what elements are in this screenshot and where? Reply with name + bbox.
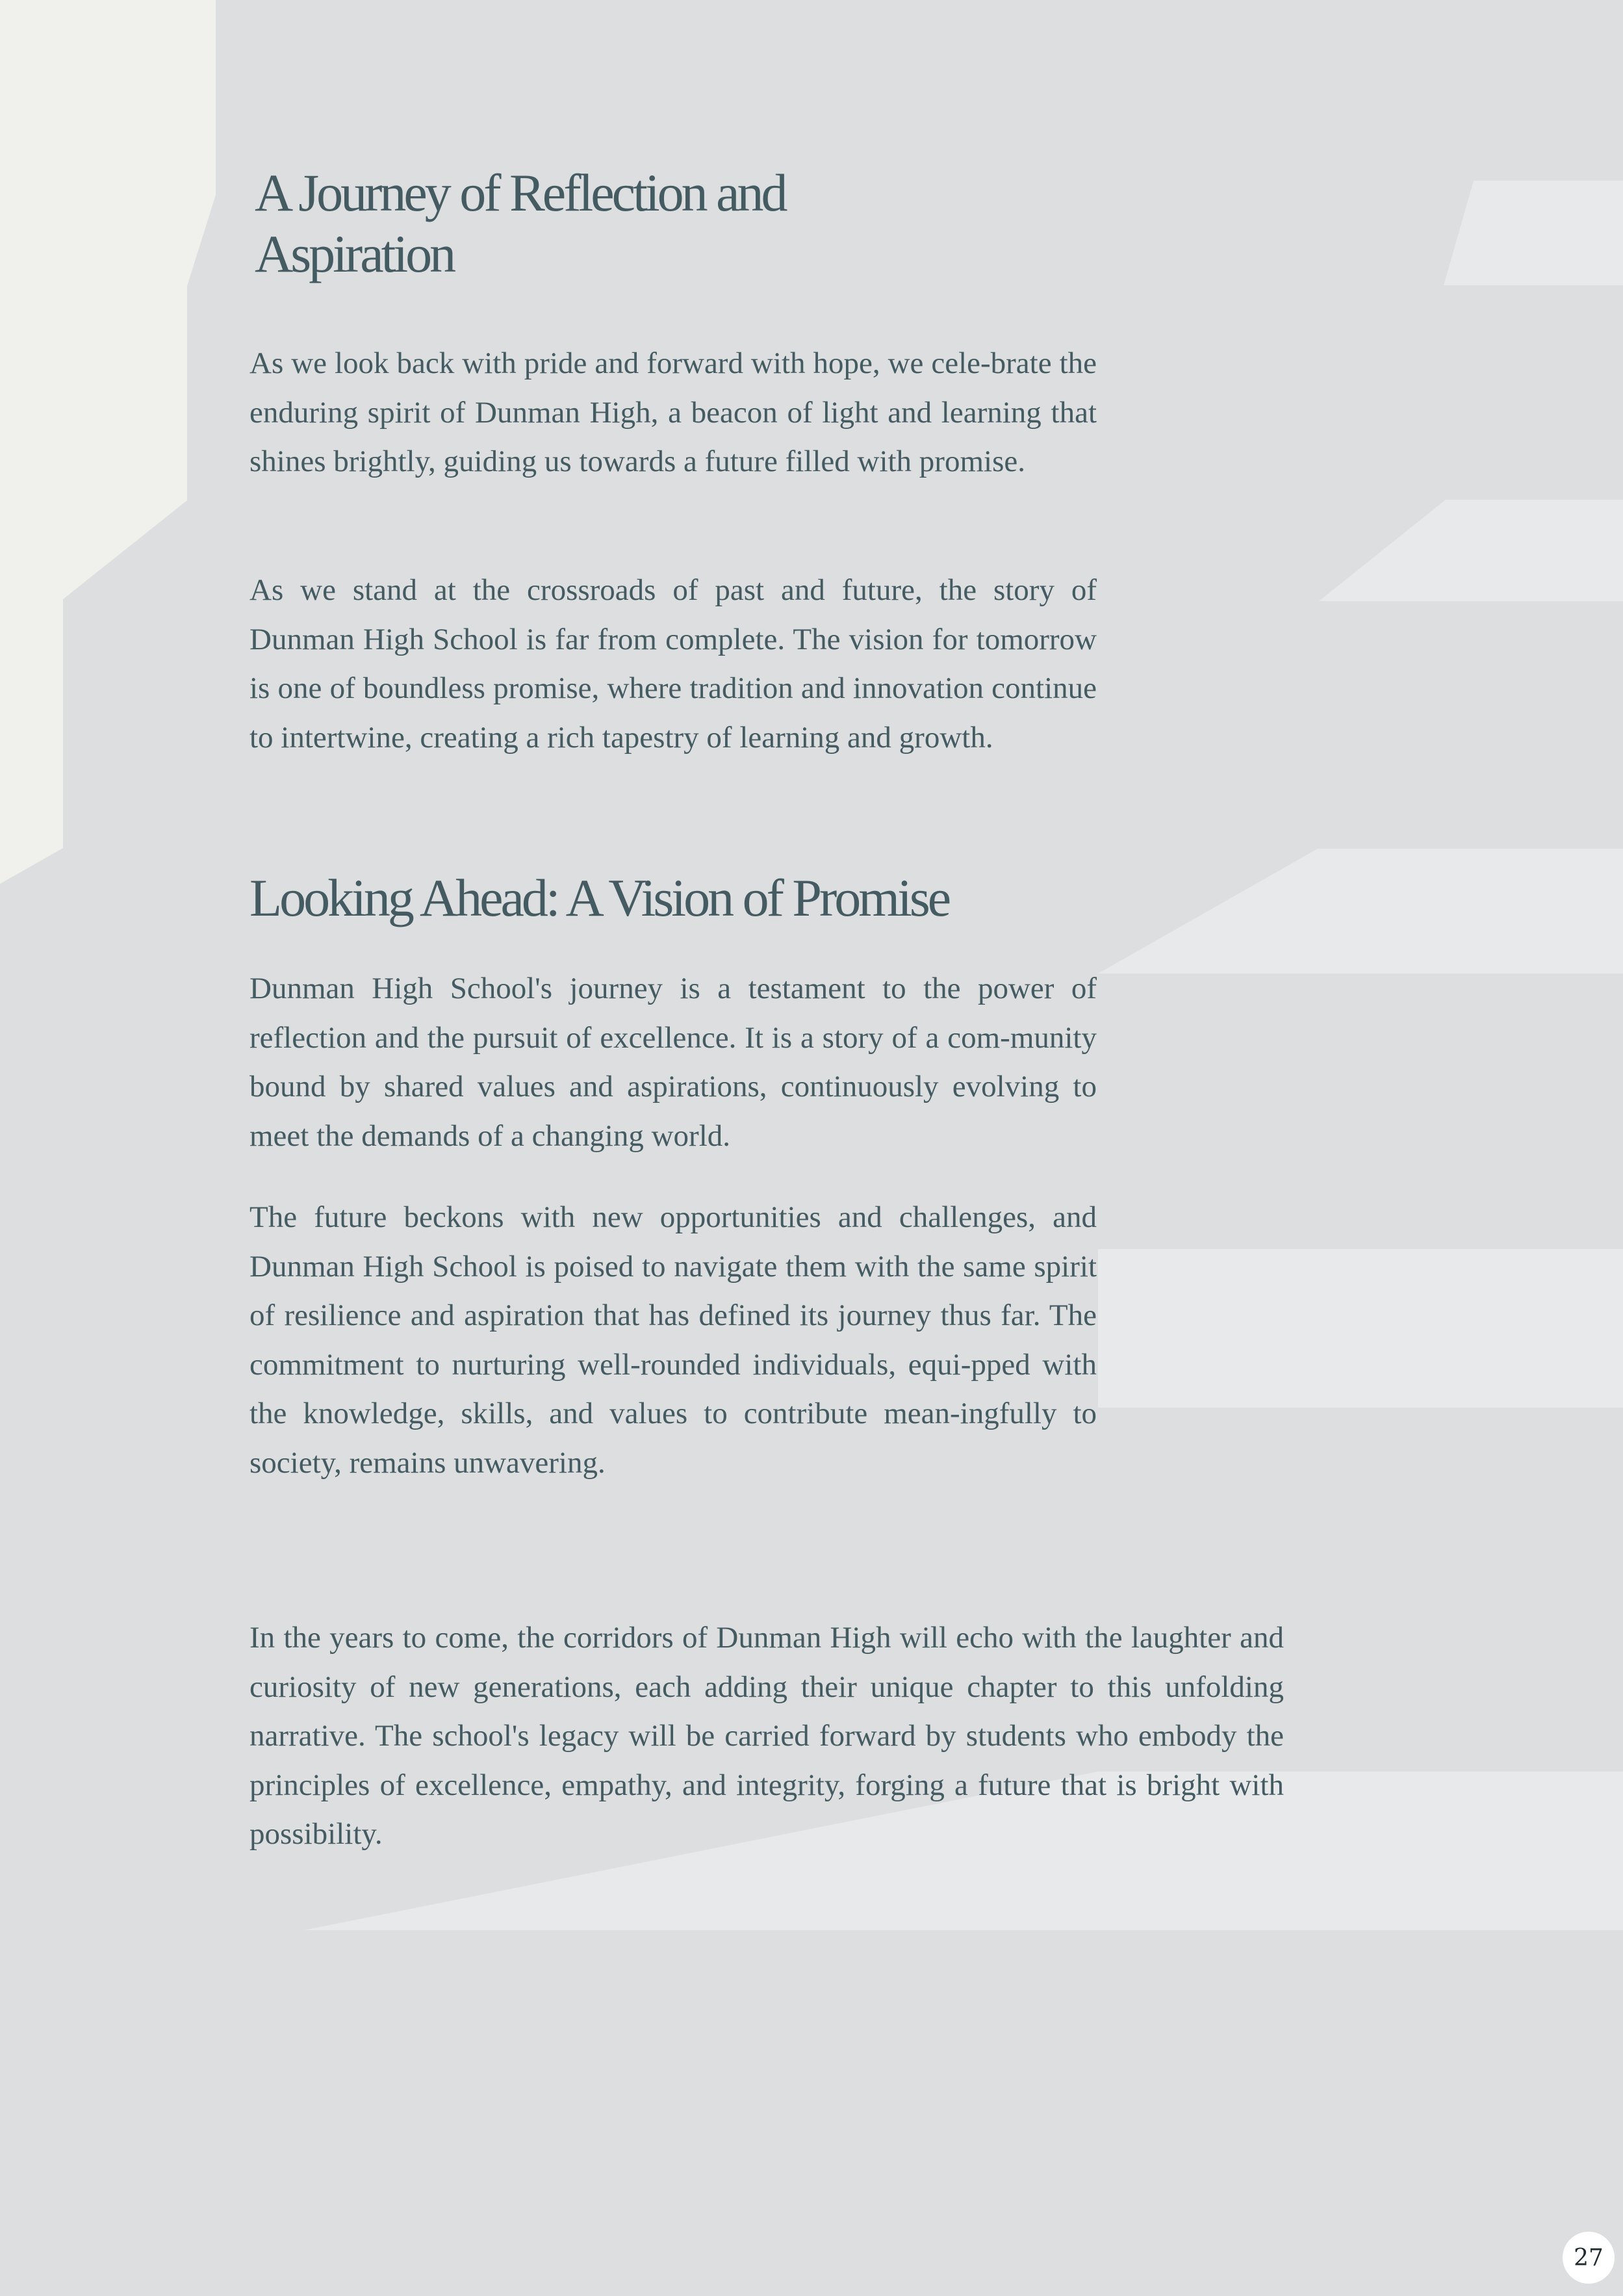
paragraph-years-to-come: In the years to come, the corridors of Dunman High will echo with the laughter and curiosity of new generations, each adding their unique chapter to this unfolding narrative. The school's legacy will be carried forward by students who embody the principles of excellence, empathy, and integrity, forging a future that is bright with possibility. <box>249 1621 1284 1851</box>
heading-line-2: Aspiration <box>255 224 454 283</box>
section-heading-journey <box>255 162 969 285</box>
paragraph-future-beckons: The future beckons with new opportunities and challenges, and Dunman High School is poised to navigate them with the same spirit of resilience and aspiration that has defined its journey thus far. The commitment to nurturing well-rounded individuals, equi-pped with the knowledge, skills, and values to contribute mean-ingfully to society, remains unwavering. <box>249 1200 1097 1480</box>
paragraph-look-back: As we look back with pride and forward with hope, we cele-brate the enduring spirit of Dunman High, a beacon of light and learning that shines brightly, guiding us towards a future filled with promise. <box>249 346 1097 478</box>
paragraph-crossroads: As we stand at the crossroads of past and future, the story of Dunman High School is far from complete. The vision for tomorrow is one of boundless promise, where tradition and innovation continue to intertwine, creating a rich tapestry of learning and growth. <box>249 573 1097 755</box>
page-number-badge <box>1563 2232 1615 2284</box>
heading-line-1: A Journey of Reflection and <box>255 163 786 222</box>
section-heading-looking-ahead: Looking Ahead: A Vision of Promise <box>249 868 949 927</box>
page-number: 27 <box>1574 2244 1604 2271</box>
paragraph-testament: Dunman High School's journey is a testament to the power of reflection and the pursuit of excellence. It is a story of a com-munity bound by shared values and aspirations, continuously evolving to meet the demands of a changing world. <box>249 972 1097 1153</box>
